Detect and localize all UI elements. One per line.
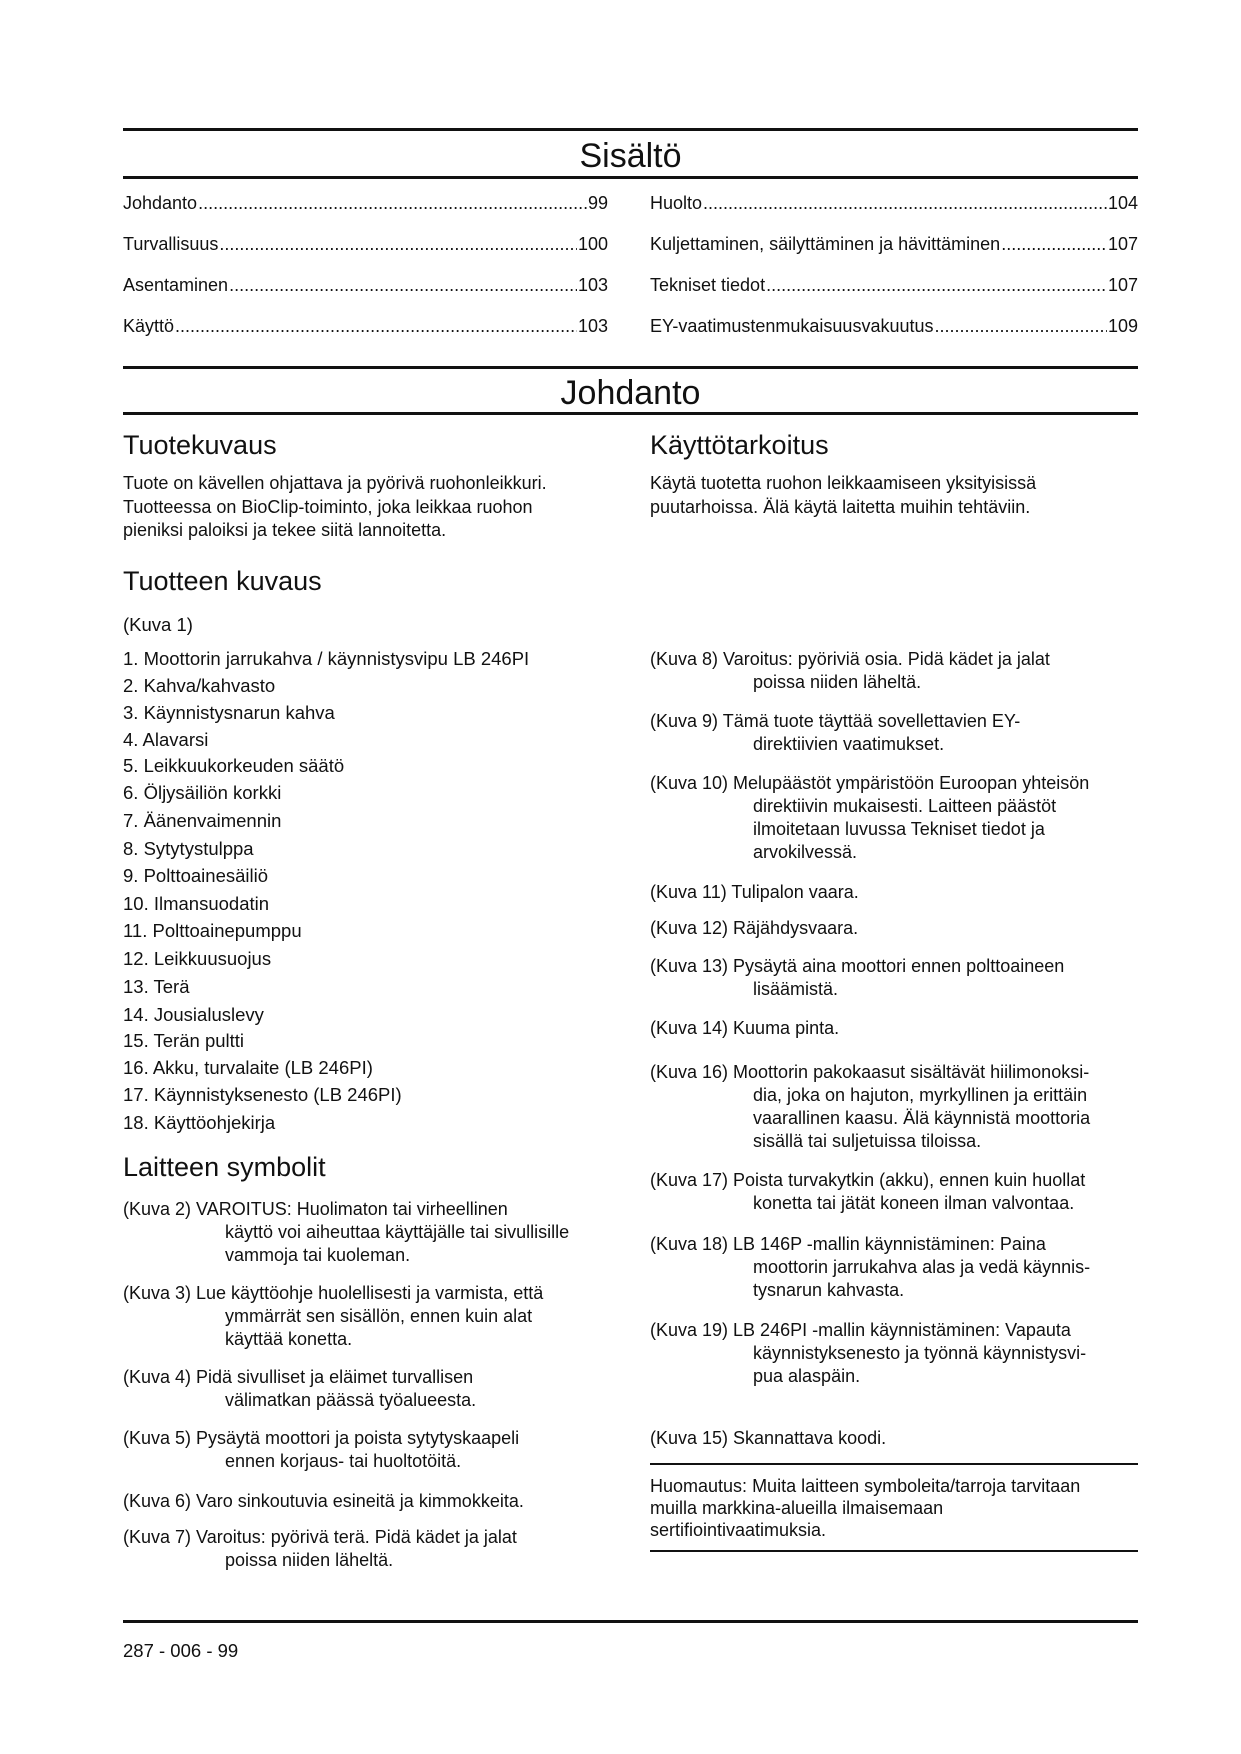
symbol-entry xyxy=(123,1490,524,1513)
symbol-entry xyxy=(650,1427,886,1450)
symbol-entry xyxy=(650,710,1020,756)
toc-entry[interactable] xyxy=(650,315,1138,337)
list-item: 16. Akku, turvalaite (LB 246PI) xyxy=(123,1057,373,1078)
toc-top-rule xyxy=(123,128,1138,131)
symbol-line: (Kuva 15) Skannattava koodi. xyxy=(650,1428,887,1448)
symbol-line: (Kuva 9) Tämä tuote täyttää sovellettavien EY- xyxy=(650,711,1021,731)
note-text: sertifiointivaatimuksia. xyxy=(650,1520,827,1540)
symbol-line: (Kuva 7) Varoitus: pyörivä terä. Pidä kädet ja jalat xyxy=(123,1527,517,1547)
toc-entry[interactable] xyxy=(650,274,1138,296)
symbol-line: poissa niiden läheltä. xyxy=(225,1550,394,1570)
symbol-entry xyxy=(650,881,859,904)
symbol-line: arvokilvessä. xyxy=(753,842,858,862)
symbol-line: (Kuva 6) Varo sinkoutuvia esineitä ja kimmokkeita. xyxy=(123,1491,524,1511)
symbol-line: direktiivin mukaisesti. Laitteen päästöt xyxy=(753,796,1057,816)
list-item: 18. Käyttöohjekirja xyxy=(123,1112,276,1133)
symbol-entry xyxy=(123,1526,517,1572)
tuotekuvaus-line: pieniksi paloiksi ja tekee siitä lannoitetta. xyxy=(123,520,447,540)
tuotekuvaus-line: Tuotteessa on BioClip-toiminto, joka leikkaa ruohon xyxy=(123,497,533,517)
note-label: Huomautus: xyxy=(650,1476,748,1496)
symbol-line: ilmoitetaan luvussa Tekniset tiedot ja xyxy=(753,819,1045,839)
symbol-line: moottorin jarrukahva alas ja vedä käynnis- xyxy=(753,1257,1091,1277)
toc-entry-page: 100 xyxy=(577,234,608,254)
toc-entry-label: EY-vaatimustenmukaisuusvakuutus xyxy=(650,316,934,336)
toc-entry[interactable] xyxy=(650,192,1138,214)
list-item: 5. Leikkuukorkeuden säätö xyxy=(123,755,345,776)
toc-entry[interactable] xyxy=(650,233,1138,255)
toc-entry-page: 103 xyxy=(577,316,608,336)
list-item: 12. Leikkuusuojus xyxy=(123,948,272,969)
toc-entry-label: Huolto xyxy=(650,193,703,213)
toc-entry[interactable] xyxy=(123,315,608,337)
intro-top-rule xyxy=(123,366,1138,369)
note xyxy=(650,1475,1138,1541)
toc-bottom-rule xyxy=(123,176,1138,179)
symbol-entry xyxy=(650,1169,1085,1215)
symbol-entry xyxy=(650,1061,1090,1153)
symbol-line: (Kuva 17) Poista turvakytkin (akku), ennen kuin huollat xyxy=(650,1170,1086,1190)
list-item: 8. Sytytystulppa xyxy=(123,838,254,859)
toc-entry-page: 109 xyxy=(1107,316,1138,336)
kayttotarkoitus-line: puutarhoissa. Älä käytä laitetta muihin tehtäviin. xyxy=(650,497,1031,517)
symbol-line: lisäämistä. xyxy=(753,979,839,999)
toc-entry-page: 107 xyxy=(1107,275,1138,295)
symbol-line: (Kuva 3) Lue käyttöohje huolellisesti ja varmista, että xyxy=(123,1283,544,1303)
note-text: muilla markkina-alueilla ilmaisemaan xyxy=(650,1498,944,1518)
toc-entry-page: 99 xyxy=(587,193,608,213)
symbol-entry xyxy=(650,1319,1086,1388)
toc-entry-page: 107 xyxy=(1107,234,1138,254)
symbol-line: ennen korjaus- tai huoltotöitä. xyxy=(225,1451,462,1471)
symbol-line: tysnarun kahvasta. xyxy=(753,1280,905,1300)
symbol-entry xyxy=(123,1282,543,1351)
intro-title: Johdanto xyxy=(560,374,701,412)
toc-entry-label: Tekniset tiedot xyxy=(650,275,766,295)
symbol-line: (Kuva 16) Moottorin pakokaasut sisältävät hiilimonoksi- xyxy=(650,1062,1090,1082)
list-item: 9. Polttoainesäiliö xyxy=(123,865,269,886)
symbol-entry xyxy=(123,1366,476,1412)
toc-entry-page: 103 xyxy=(577,275,608,295)
note-text: Muita laitteen symboleita/tarroja tarvitaan xyxy=(747,1476,1081,1496)
intro-bottom-rule xyxy=(123,412,1138,415)
kayttotarkoitus-heading: Käyttötarkoitus xyxy=(650,430,829,460)
list-item: 17. Käynnistyksenesto (LB 246PI) xyxy=(123,1084,402,1105)
list-item: 2. Kahva/kahvasto xyxy=(123,675,276,696)
figure-ref: (Kuva 1) xyxy=(123,614,193,635)
symbol-line: välimatkan päässä työalueesta. xyxy=(225,1390,477,1410)
toc-entry[interactable] xyxy=(123,233,608,255)
symbol-entry xyxy=(650,955,1064,1001)
symbol-line: ymmärrät sen sisällön, ennen kuin alat xyxy=(225,1306,533,1326)
list-item: 4. Alavarsi xyxy=(123,729,209,750)
symbol-line: vaarallinen kaasu. Älä käynnistä moottoria xyxy=(753,1108,1091,1128)
note-top-rule xyxy=(650,1463,1138,1465)
note-bottom-rule xyxy=(650,1550,1138,1552)
symbol-line: pua alaspäin. xyxy=(753,1366,861,1386)
toc-entry-label: Kuljettaminen, säilyttäminen ja hävittäminen xyxy=(650,234,1001,254)
kayttotarkoitus-line: Käytä tuotetta ruohon leikkaamiseen yksityisissä xyxy=(650,473,1037,493)
symbol-line: (Kuva 10) Melupäästöt ympäristöön Euroopan yhteisön xyxy=(650,773,1090,793)
tuotekuvaus-line: Tuote on kävellen ohjattava ja pyörivä ruohonleikkuri. xyxy=(123,473,547,493)
toc-entry-label: Käyttö xyxy=(123,316,175,336)
symbol-line: (Kuva 4) Pidä sivulliset ja eläimet turvallisen xyxy=(123,1367,474,1387)
symbol-line: käyttää konetta. xyxy=(225,1329,353,1349)
symbol-entry xyxy=(123,1427,519,1473)
symbol-line: käyttö voi aiheuttaa käyttäjälle tai sivullisille xyxy=(225,1222,570,1242)
symbol-line: direktiivien vaatimukset. xyxy=(753,734,945,754)
footer-rule xyxy=(123,1620,1138,1623)
symbol-line: (Kuva 8) Varoitus: pyöriviä osia. Pidä kädet ja jalat xyxy=(650,649,1050,669)
symbol-line: (Kuva 12) Räjähdysvaara. xyxy=(650,918,859,938)
symbol-line: konetta tai jätät koneen ilman valvontaa. xyxy=(753,1193,1075,1213)
symbol-line: (Kuva 2) VAROITUS: Huolimaton tai virheellinen xyxy=(123,1199,508,1219)
list-item: 6. Öljysäiliön korkki xyxy=(123,782,282,803)
symbol-entry xyxy=(650,917,858,940)
toc-entry[interactable] xyxy=(123,274,608,296)
symbol-line: (Kuva 5) Pysäytä moottori ja poista sytytyskaapeli xyxy=(123,1428,520,1448)
list-item: 15. Terän pultti xyxy=(123,1030,245,1051)
symbol-line: dia, joka on hajuton, myrkyllinen ja erittäin xyxy=(753,1085,1088,1105)
list-item: 3. Käynnistysnarun kahva xyxy=(123,702,335,723)
toc-entry-page: 104 xyxy=(1107,193,1138,213)
symbol-line: (Kuva 13) Pysäytä aina moottori ennen polttoaineen xyxy=(650,956,1065,976)
toc-entry-label: Johdanto xyxy=(123,193,198,213)
symbol-line: käynnistyksenesto ja työnnä käynnistysvi- xyxy=(753,1343,1087,1363)
page-number: 287 - 006 - 99 xyxy=(123,1640,239,1661)
symbol-entry xyxy=(650,1017,839,1040)
list-item: 14. Jousialuslevy xyxy=(123,1004,264,1025)
tuotekuvaus-heading: Tuotekuvaus xyxy=(123,430,277,460)
symbol-line: (Kuva 14) Kuuma pinta. xyxy=(650,1018,840,1038)
list-item: 13. Terä xyxy=(123,976,190,997)
list-item: 1. Moottorin jarrukahva / käynnistysvipu LB 246PI xyxy=(123,648,530,669)
laitteen-symbolit-heading: Laitteen symbolit xyxy=(123,1152,326,1182)
list-item: 7. Äänenvaimennin xyxy=(123,810,282,831)
list-item: 11. Polttoainepumppu xyxy=(123,920,302,941)
symbol-entry xyxy=(650,1233,1090,1302)
symbol-line: (Kuva 18) LB 146P -mallin käynnistäminen: Paina xyxy=(650,1234,1046,1254)
symbol-line: (Kuva 19) LB 246PI -mallin käynnistäminen: Vapauta xyxy=(650,1320,1071,1340)
symbol-entry xyxy=(123,1198,569,1267)
toc-entry-label: Asentaminen xyxy=(123,275,229,295)
symbol-entry xyxy=(650,772,1089,864)
tuotteen-kuvaus-heading: Tuotteen kuvaus xyxy=(123,566,322,596)
list-item: 10. Ilmansuodatin xyxy=(123,893,270,914)
toc-entry-label: Turvallisuus xyxy=(123,234,219,254)
symbol-line: vammoja tai kuoleman. xyxy=(225,1245,411,1265)
symbol-entry xyxy=(650,648,1050,694)
toc-title: Sisältö xyxy=(579,137,682,175)
symbol-line: (Kuva 11) Tulipalon vaara. xyxy=(650,882,859,902)
symbol-line: poissa niiden läheltä. xyxy=(753,672,922,692)
symbol-line: sisällä tai suljetuissa tiloissa. xyxy=(753,1131,982,1151)
toc-entry[interactable] xyxy=(123,192,608,214)
